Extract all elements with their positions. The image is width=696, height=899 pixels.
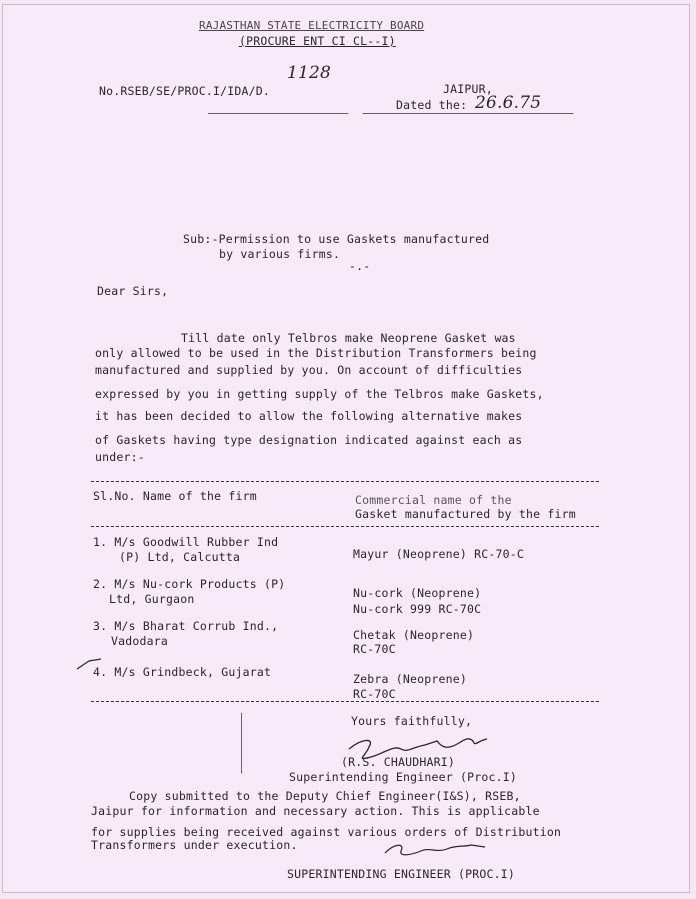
table-header-gasket-1: Commercial name of the (355, 493, 512, 507)
place: JAIPUR, (443, 82, 493, 96)
date-value: 26.6.75 (475, 93, 542, 113)
copy-line-1: Copy submitted to the Deputy Chief Engineer(I&S), RSEB, (129, 789, 521, 803)
body-line-4: expressed by you in getting supply of the Telbros make Gaskets, (95, 387, 544, 401)
subject-line-2: by various firms. (219, 247, 341, 261)
firm-name-line-1: 4. M/s Grindbeck, Gujarat (93, 665, 272, 679)
handwritten-ref-number: 1128 (287, 63, 332, 83)
table-header-firm: Sl.No. Name of the firm (93, 489, 257, 503)
org-name: RAJASTHAN STATE ELECTRICITY BOARD (199, 19, 425, 32)
gasket-name-line-1: Chetak (Neoprene) (353, 628, 475, 642)
office-name: (PROCURE ENT CI CL--I) (239, 34, 396, 48)
body-line-6: of Gaskets having type designation indicated against each as (95, 433, 523, 447)
footer-signature-title: SUPERINTENDING ENGINEER (PROC.I) (287, 867, 515, 881)
body-line-2: only allowed to be used in the Distribution Transformers being (95, 346, 537, 360)
copy-line-4: Transformers under execution. (91, 838, 298, 852)
gasket-name-line-2: RC-70C (353, 642, 396, 656)
table-bottom-rule (91, 701, 599, 702)
salutation: Dear Sirs, (97, 284, 169, 298)
tick-mark-icon (75, 657, 105, 673)
firm-name-line-1: 2. M/s Nu-cork Products (P) (93, 577, 286, 591)
body-line-5: it has been decided to allow the following alternative makes (95, 409, 523, 423)
table-header-rule (91, 526, 599, 527)
signatory-name: (R.S. CHAUDHARI) (341, 755, 455, 769)
body-line-7: under:- (95, 450, 145, 464)
gasket-name-line-1: Zebra (Neoprene) (353, 672, 467, 686)
yours-faithfully: Yours faithfully, (351, 714, 473, 728)
subject-marker: -.- (349, 259, 371, 273)
gasket-name-line-2: Nu-cork 999 RC-70C (353, 602, 482, 616)
firm-name-line-2: Ltd, Gurgaon (109, 592, 195, 606)
firm-name-line-2: (P) Ltd, Calcutta (119, 550, 241, 564)
body-line-1: Till date only Telbros make Neoprene Gasket was (181, 331, 516, 345)
signatory-designation: Superintending Engineer (Proc.I) (289, 770, 517, 784)
left-margin-mark (241, 713, 242, 773)
date-label: Dated the: (396, 98, 468, 112)
subject-line-1: Sub:-Permission to use Gaskets manufactured (183, 232, 490, 246)
body-line-3: manufactured and supplied by you. On account of difficulties (95, 363, 523, 377)
letter-page (2, 4, 690, 893)
gasket-name-line-2: RC-70C (353, 687, 396, 701)
firm-name-line-2: Vadodara (111, 634, 168, 648)
reference-number: No.RSEB/SE/PROC.I/IDA/D. (99, 84, 270, 98)
gasket-name-line-1: Nu-cork (Neoprene) (353, 586, 482, 600)
ref-underline (208, 113, 348, 114)
table-header-gasket-2: Gasket manufactured by the firm (355, 507, 576, 521)
firm-name-line-1: 3. M/s Bharat Corrub Ind., (93, 619, 279, 633)
firm-name-line-1: 1. M/s Goodwill Rubber Ind (93, 535, 279, 549)
copy-line-3: for supplies being received against various orders of Distribution (91, 825, 562, 839)
gasket-name-line-1: Mayur (Neoprene) RC-70-C (353, 547, 524, 561)
copy-line-2: Jaipur for information and necessary action. This is applicable (91, 804, 540, 818)
date-underline (363, 113, 573, 114)
copy-signature-mark (381, 837, 491, 863)
table-top-rule (91, 481, 599, 482)
